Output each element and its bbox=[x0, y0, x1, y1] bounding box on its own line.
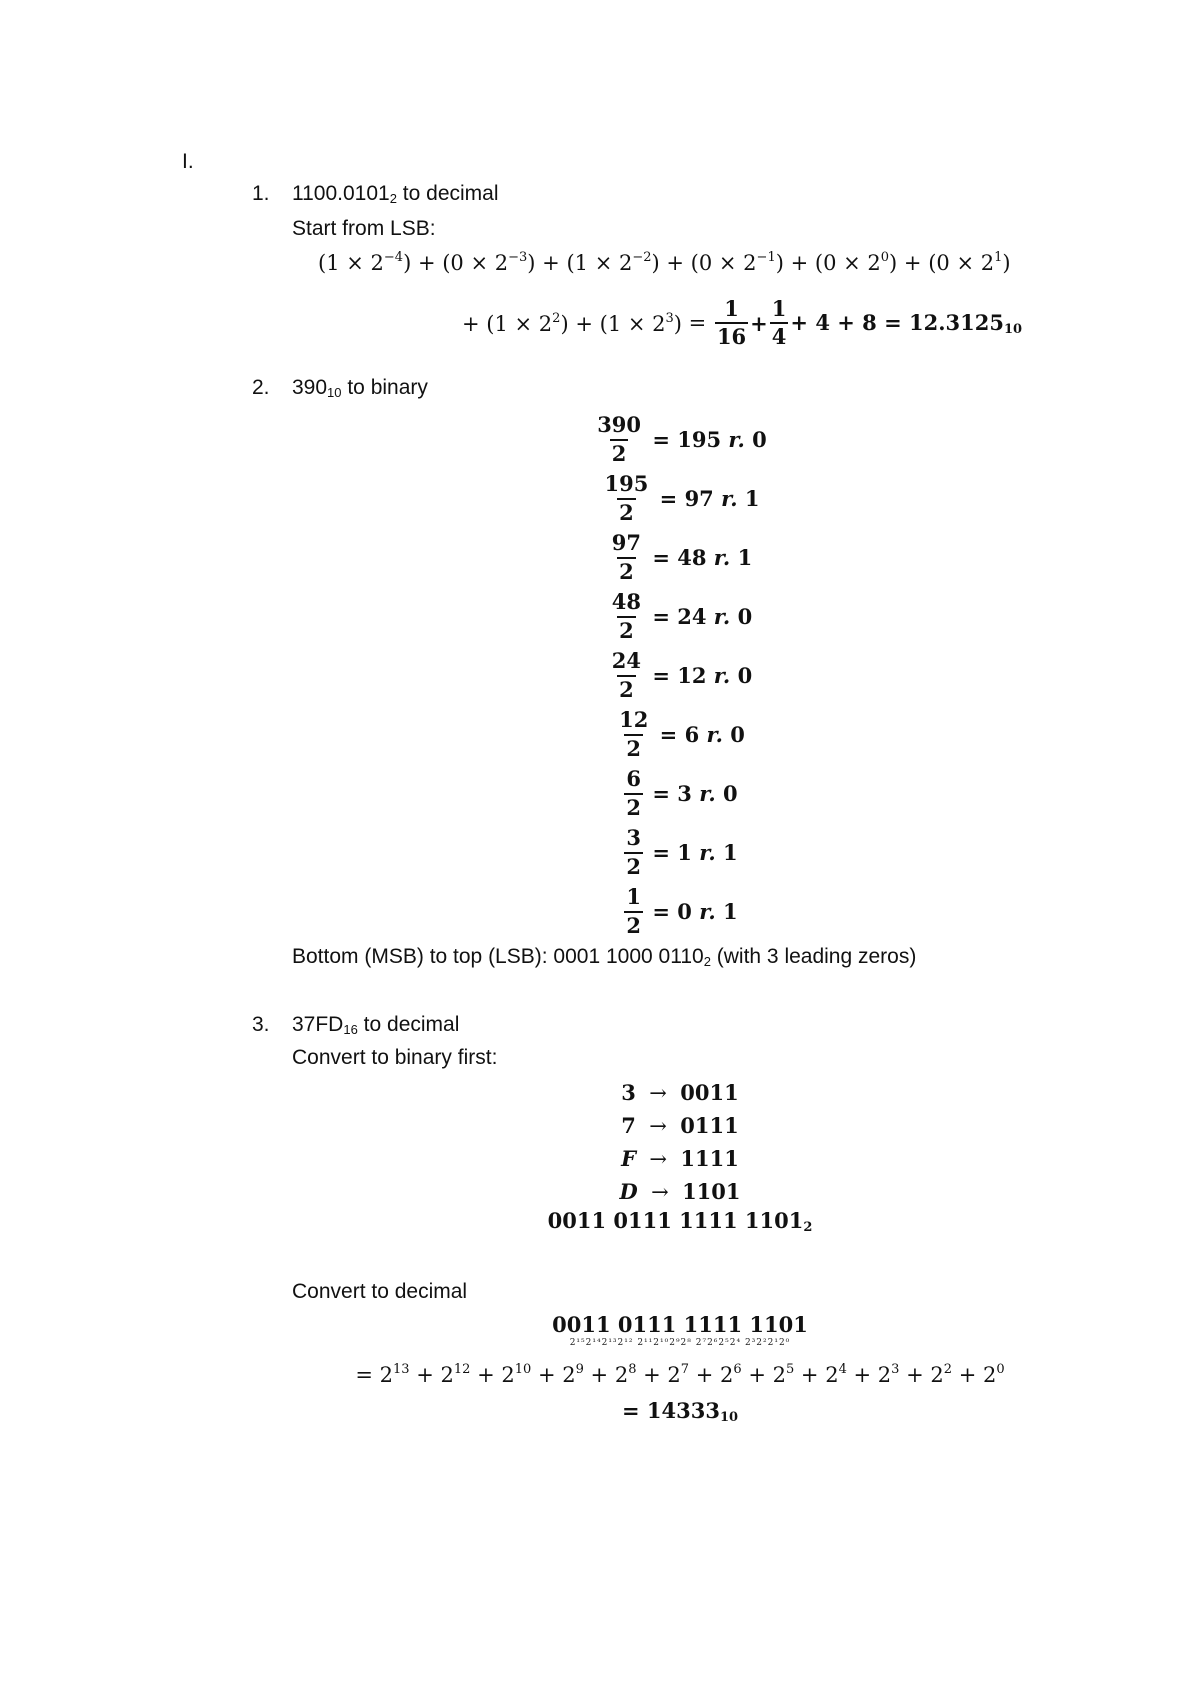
problems.0.terms_line1-term-2: $(1 \times 2^{-2})$ bbox=[566, 250, 660, 275]
division-step: $\frac{195}{2}$ = 97 r. 1 bbox=[604, 471, 760, 525]
division-step: $\frac{97}{2}$ = 48 r. 1 bbox=[611, 530, 753, 584]
fraction-one-quarter: $\frac{1}{4}$ bbox=[771, 296, 787, 350]
problem-1-result: + $4 + 8 = 12.3125_{10}$ bbox=[790, 309, 1023, 337]
division-step: $\frac{1}{2}$ = 0 r. 1 bbox=[626, 884, 738, 938]
problems.0.terms_line1-term-5: $(0 \times 2^1)$ bbox=[928, 250, 1011, 275]
problems.0.terms_line2-term-0: $(1 \times 2^2)$ bbox=[486, 310, 569, 336]
binary-result: 0011 0111 1111 $1101_2$ bbox=[547, 1208, 813, 1235]
division-step: $\frac{3}{2}$ = 1 r. 1 bbox=[626, 825, 738, 879]
hex-mapping-row: 7 → 0111 bbox=[621, 1113, 739, 1138]
fraction-one-sixteenth: $\frac{1}{16}$ bbox=[716, 296, 747, 350]
problem-1-expansion-line-2: + $(1 \times 2^2) + (1 \times 2^3)$ = $\frac{1}{16}$ + $\frac{1}{4}$ + $4 + 8 = 12.3125_{10}$ bbox=[462, 296, 1023, 350]
division-step: $\frac{24}{2}$ = 12 r. 0 bbox=[611, 648, 753, 702]
powers-sum: = $2^{13} + 2^{12} + 2^{10} + 2^9 + 2^8 + 2^7 + 2^6 + 2^5 + 2^4 + 2^3 + 2^2 + 2^0$ bbox=[355, 1362, 1005, 1387]
section-label: I. bbox=[182, 150, 194, 173]
problem-3-number: 3. bbox=[252, 1013, 270, 1036]
hex-mapping-row: F → 1111 bbox=[621, 1146, 739, 1171]
problem-3-intro: Convert to binary first: bbox=[292, 1046, 498, 1069]
binary-plain: 0011 0111 1111 1101 bbox=[552, 1312, 808, 1337]
hex-mapping-row: D → 1101 bbox=[619, 1179, 741, 1204]
problem-1-title: $1100.0101_2$ to decimal bbox=[292, 182, 499, 206]
problem-2-number: 2. bbox=[252, 376, 270, 399]
division-step: $\frac{390}{2}$ = 195 r. 0 bbox=[597, 412, 767, 466]
problem-2-title: $390_{10}$ to binary bbox=[292, 376, 428, 400]
problems.0.terms_line1-term-4: $(0 \times 2^0)$ bbox=[814, 250, 898, 275]
problems.0.terms_line1-term-1: $(0 \times 2^{-3})$ bbox=[442, 250, 536, 275]
division-step: $\frac{6}{2}$ = 3 r. 0 bbox=[626, 766, 738, 820]
problems.0.terms_line1-term-3: $(0 \times 2^{-1})$ bbox=[690, 250, 784, 275]
division-step: $\frac{48}{2}$ = 24 r. 0 bbox=[611, 589, 753, 643]
problems.0.terms_line1-term-0: $(1 \times 2^{-4})$ bbox=[318, 250, 412, 275]
division-steps bbox=[300, 410, 1060, 941]
hex-to-binary-mappings bbox=[300, 1076, 1060, 1208]
problems.0.terms_line2-term-1: $(1 \times 2^3)$ bbox=[599, 310, 682, 336]
problem-3-intro-2: Convert to decimal bbox=[292, 1280, 468, 1303]
hex-mapping-row: 3 → 0011 bbox=[621, 1080, 739, 1105]
final-result: = $14333_{10}$ bbox=[621, 1398, 739, 1425]
division-step: $\frac{12}{2}$ = 6 r. 0 bbox=[619, 707, 745, 761]
bit-power-labels: 2¹⁵2¹⁴2¹³2¹² 2¹¹2¹⁰2⁹2⁸ 2⁷2⁶2⁵2⁴ 2³2²2¹2⁰ bbox=[569, 1338, 791, 1348]
problem-1-number: 1. bbox=[252, 182, 270, 205]
problem-1-expansion-line-1: $(1 \times 2^{-4}) + (0 \times 2^{-3}) + (1 \times 2^{-2}) + (0 \times 2^{-1}) + (0 \times 2^0) + (0 \times 2^1)$ bbox=[318, 250, 1011, 275]
problem-3-title: $37FD_{16}$ to decimal bbox=[292, 1013, 460, 1037]
problem-1-intro: Start from LSB: bbox=[292, 217, 436, 240]
problem-2-summary: Bottom (MSB) to top (LSB): 0001 1000 $0110_2$ (with 3 leading zeros) bbox=[292, 945, 917, 969]
